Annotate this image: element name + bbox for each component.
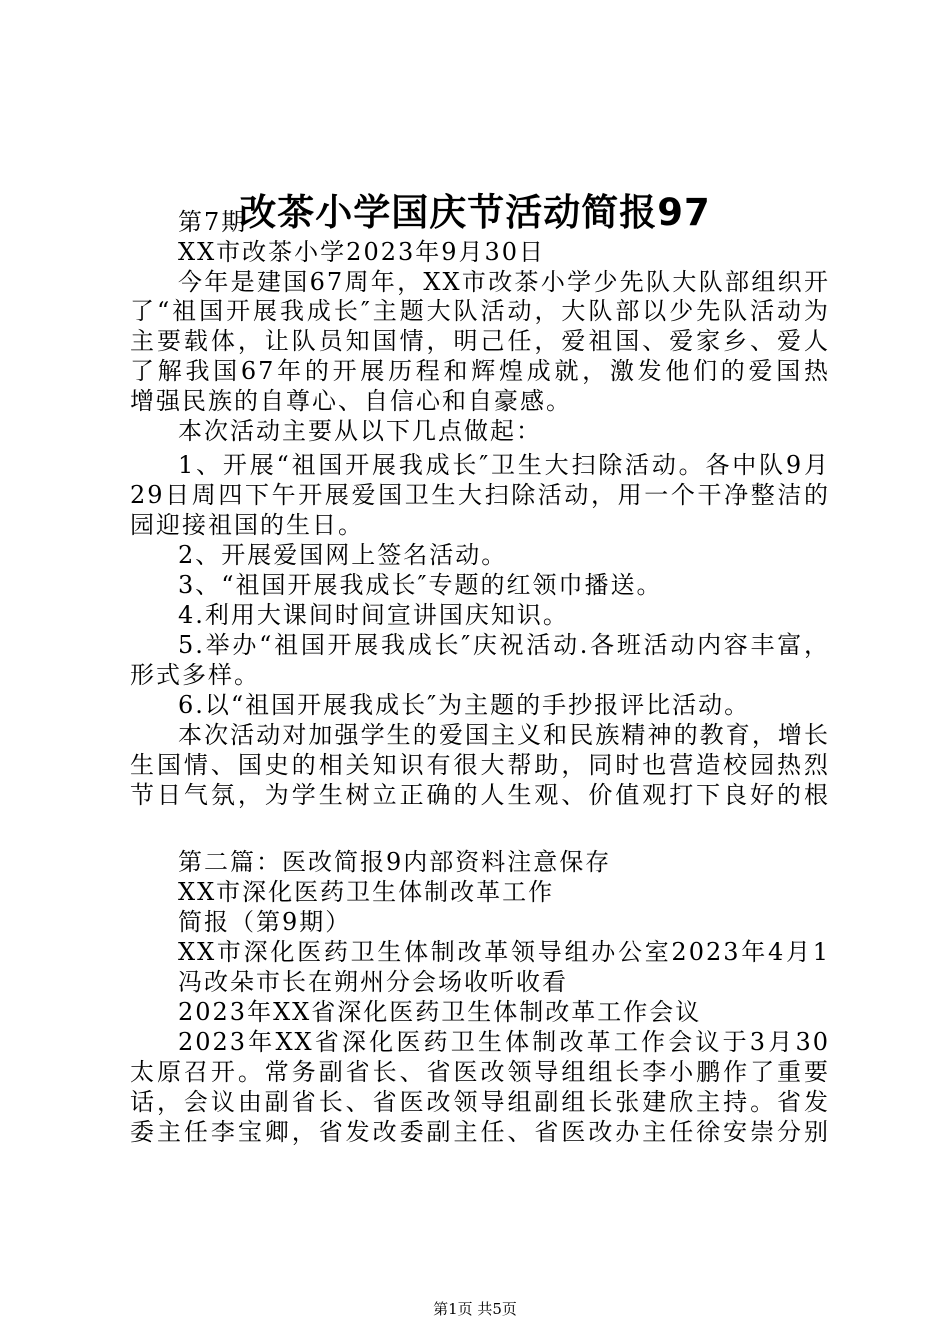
text-line: 6.以“祖国开展我成长″为主题的手抄报评比活动。 bbox=[178, 691, 751, 719]
text-line: 第7期 bbox=[178, 208, 248, 236]
text-line: 1、开展“祖国开展我成长″卫生大扫除活动。各中队9月 bbox=[178, 451, 830, 479]
text-line: 主要载体，让队员知国情，明己任，爱祖国、爱家乡、爱人 bbox=[130, 327, 830, 355]
section2-text-line: 话，会议由副省长、省医改领导组副组长张建欣主持。省发 bbox=[130, 1088, 830, 1116]
section2-text-line: 2023年XX省深化医药卫生体制改革工作会议 bbox=[178, 998, 702, 1026]
text-line: 本次活动主要从以下几点做起： bbox=[178, 417, 542, 445]
section2-text-line: 简报（第9期） bbox=[178, 908, 352, 936]
text-line: 29日周四下午开展爱国卫生大扫除活动，用一个干净整洁的 bbox=[130, 481, 830, 509]
page-footer: 第1页 共5页 bbox=[433, 1300, 517, 1318]
text-line: 本次活动对加强学生的爱国主义和民族精神的教育，增长 bbox=[178, 721, 830, 749]
section2-text-line: XX市深化医药卫生体制改革工作 bbox=[178, 878, 555, 906]
text-line: 4.利用大课间时间宣讲国庆知识。 bbox=[178, 601, 569, 629]
text-line: 了解我国67年的开展历程和辉煌成就，激发他们的爱国热 bbox=[130, 357, 830, 385]
text-line: 生国情、国史的相关知识有很大帮助，同时也营造校园热烈 bbox=[130, 751, 830, 779]
section2-text-line: XX市深化医药卫生体制改革领导组办公室2023年4月1 bbox=[178, 938, 830, 966]
document-title: 改茶小学国庆节活动简报97 bbox=[239, 191, 711, 234]
section2-text-line: 冯改朵市长在朔州分会场收听收看 bbox=[178, 968, 568, 996]
text-line: 增强民族的自尊心、自信心和自豪感。 bbox=[130, 387, 572, 415]
section2-text-line: 委主任李宝卿，省发改委副主任、省医改办主任徐安崇分别 bbox=[130, 1118, 830, 1146]
text-line: 了“祖国开展我成长″主题大队活动，大队部以少先队活动为 bbox=[130, 297, 830, 325]
section2-text-line: 太原召开。常务副省长、省医改领导组组长李小鹏作了重要 bbox=[130, 1058, 830, 1086]
text-line: 形式多样。 bbox=[130, 661, 260, 689]
text-line: 5.举办“祖国开展我成长″庆祝活动.各班活动内容丰富， bbox=[178, 631, 830, 659]
text-line: XX市改茶小学2023年9月30日 bbox=[178, 238, 546, 266]
section2-text-line: 2023年XX省深化医药卫生体制改革工作会议于3月30 bbox=[178, 1028, 830, 1056]
text-line: 园迎接祖国的生日。 bbox=[130, 511, 364, 539]
text-line: 3、“祖国开展我成长″专题的红领巾播送。 bbox=[178, 571, 663, 599]
text-line: 节日气氛，为学生树立正确的人生观、价值观打下良好的根 bbox=[130, 781, 830, 809]
text-line: 今年是建国67周年，XX市改茶小学少先队大队部组织开 bbox=[178, 268, 830, 296]
section2-text-line: 第二篇：医改简报9内部资料注意保存 bbox=[178, 848, 612, 876]
text-line: 2、开展爱国网上签名活动。 bbox=[178, 541, 508, 569]
